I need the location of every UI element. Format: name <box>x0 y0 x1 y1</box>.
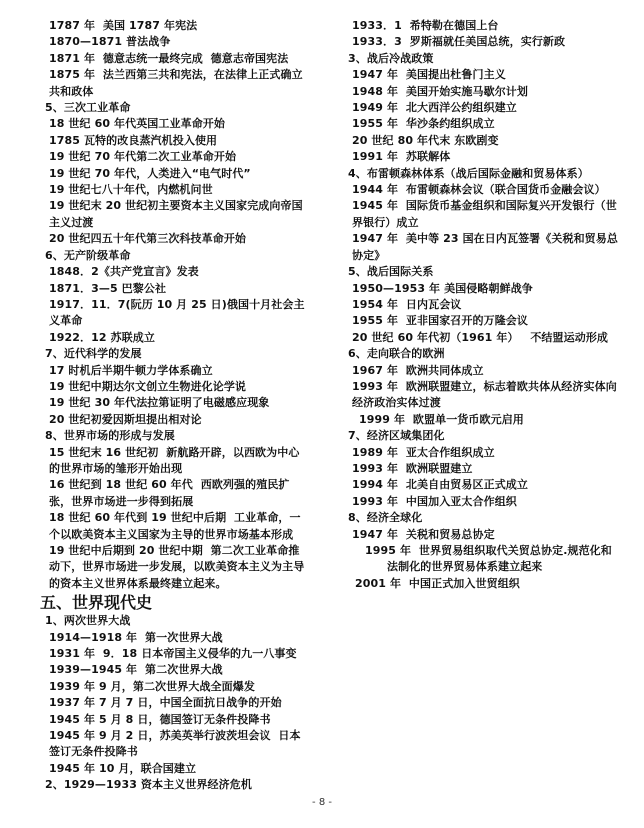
timeline-entry: 15 世纪末 16 世纪初 新航路开辟，以西欧为中心的世界市场的雏形开始出现 <box>49 445 300 475</box>
subsection-heading: 6、走向联合的欧洲 <box>348 347 445 361</box>
timeline-entry: 1947 年 美国提出杜鲁门主义 <box>352 68 506 82</box>
timeline-entry: 1991 年 苏联解体 <box>352 150 451 164</box>
timeline-entry: 19 世纪七八十年代，内燃机问世 <box>49 183 213 197</box>
timeline-entry: 19 世纪中后期到 20 世纪中期 第二次工业革命推动下，世界市场进一步发展，以欧美资本主义为主导的资本主义世界体系最终建立起来。 <box>49 544 305 590</box>
timeline-entry: 1933．3 罗斯福就任美国总统，实行新政 <box>352 35 566 49</box>
timeline-entry: 1993 年 欧洲联盟建立 <box>352 461 473 475</box>
timeline-entry: 2001 年 中国正式加入世贸组织 <box>355 576 520 590</box>
timeline-entry: 19 世纪 30 年代法拉第证明了电磁感应现象 <box>49 396 270 410</box>
timeline-entry: 19 世纪 70 年代第二次工业革命开始 <box>49 150 237 164</box>
right-column <box>343 18 621 592</box>
timeline-entry: 1914—1918 年 第一次世界大战 <box>49 630 223 644</box>
timeline-entry: 18 世纪 60 年代到 19 世纪中后期 工业革命，一个以欧美资本主义国家为主导的世界市场基本形成 <box>49 511 301 541</box>
subsection-heading: 1、两次世界大战 <box>45 614 131 628</box>
timeline-entry: 17 时机后半期牛顿力学体系确立 <box>49 363 213 377</box>
timeline-entry: 1937 年 7 月 7 日，中国全面抗日战争的开始 <box>49 696 282 710</box>
timeline-entry: 1933．1 希特勒在德国上台 <box>352 19 499 32</box>
timeline-entry: 1950—1953 年 美国侵略朝鲜战争 <box>352 281 533 295</box>
timeline-entry: 20 世纪初爱因斯坦提出相对论 <box>49 412 202 426</box>
timeline-entry: 1945 年 10 月，联合国建立 <box>49 761 197 775</box>
timeline-entry: 1939—1945 年 第二次世界大战 <box>49 663 223 677</box>
timeline-entry: 1945 年 国际货币基金组织和国际复兴开发银行（世界银行）成立 <box>352 199 617 229</box>
section-heading: 五、世界现代史 <box>40 593 153 613</box>
timeline-entry: 1947 年 美中等 23 国在日内瓦签署《关税和贸易总协定》 <box>352 232 618 262</box>
timeline-entry: 1944 年 布雷顿森林会议（联合国货币金融会议） <box>352 183 606 197</box>
timeline-entry: 1955 年 亚非国家召开的万隆会议 <box>352 314 529 328</box>
subsection-heading: 2、1929—1933 资本主义世界经济危机 <box>45 778 252 792</box>
timeline-entry: 1917．11．7(阮历 10 月 25 日)俄国十月社会主义革命 <box>49 297 305 328</box>
subsection-heading: 7、近代科学的发展 <box>45 347 142 361</box>
subsection-heading: 5、战后国际关系 <box>348 265 434 279</box>
timeline-entry: 1947 年 关税和贸易总协定 <box>352 527 495 541</box>
timeline-entry: 19 世纪末 20 世纪初主要资本主义国家完成向帝国主义过渡 <box>49 199 303 229</box>
timeline-entry: 1994 年 北美自由贸易区正式成立 <box>352 478 529 492</box>
timeline-entry: 1989 年 亚太合作组织成立 <box>352 445 495 459</box>
subsection-heading: 6、无产阶级革命 <box>45 248 131 262</box>
subsection-heading: 7、经济区域集团化 <box>348 429 445 443</box>
timeline-entry: 1955 年 华沙条约组织成立 <box>352 117 495 131</box>
timeline-entry: 1939 年 9 月，第二次世界大战全面爆发 <box>49 679 255 693</box>
timeline-entry: 1945 年 9 月 2 日，苏美英举行波茨坦会议 日本签订无条件投降书 <box>49 729 301 759</box>
timeline-entry: 1945 年 5 月 8 日，德国签订无条件投降书 <box>49 712 271 726</box>
subsection-heading: 8、世界市场的形成与发展 <box>45 429 175 443</box>
timeline-entry: 16 世纪到 18 世纪 60 年代 西欧列强的殖民扩张，世界市场进一步得到拓展 <box>49 478 290 508</box>
timeline-entry: 1871 年 德意志统一最终完成 德意志帝国宪法 <box>49 51 289 65</box>
timeline-entry: 19 世纪 70 年代，人类进入“电气时代” <box>49 166 251 180</box>
timeline-entry: 1875 年 法兰西第三共和宪法，在法律上正式确立共和政体 <box>49 68 303 98</box>
timeline-entry: 20 世纪 60 年代初（1961 年） 不结盟运动形成 <box>352 330 609 344</box>
subsection-heading: 3、战后冷战政策 <box>348 51 434 65</box>
timeline-entry: 1948 年 美国开始实施马歇尔计划 <box>352 84 529 98</box>
timeline-entry: 1787 年 美国 1787 年宪法 <box>49 19 198 32</box>
subsection-heading: 4、布雷顿森林体系（战后国际金融和贸易体系） <box>348 166 589 180</box>
timeline-entry: 18 世纪 60 年代英国工业革命开始 <box>49 117 226 131</box>
timeline-entry: 20 世纪 80 年代末 东欧剧变 <box>352 133 499 147</box>
subsection-heading: 5、三次工业革命 <box>45 101 131 115</box>
timeline-entry: 1993 年 欧洲联盟建立，标志着欧共体从经济实体向经济政治实体过渡 <box>352 379 617 410</box>
timeline-entry: 1870—1871 普法战争 <box>49 35 171 49</box>
left-column <box>40 18 308 794</box>
timeline-entry: 1954 年 日内瓦会议 <box>352 297 462 311</box>
timeline-entry: 1871．3—5 巴黎公社 <box>49 281 167 295</box>
timeline-entry: 1993 年 中国加入亚太合作组织 <box>352 494 517 508</box>
subsection-heading: 8、经济全球化 <box>348 511 423 525</box>
timeline-entry: 1949 年 北大西洋公约组织建立 <box>352 101 517 115</box>
timeline-entry: 1785 瓦特的改良蒸汽机投入使用 <box>49 133 218 147</box>
timeline-entry: 1967 年 欧洲共同体成立 <box>352 363 484 377</box>
timeline-entry: 20 世纪四五十年代第三次科技革命开始 <box>49 232 247 246</box>
timeline-entry: 19 世纪中期达尔文创立生物进化论学说 <box>49 379 247 393</box>
page-number: - 8 - <box>312 797 332 808</box>
timeline-entry: 1931 年 9．18 日本帝国主义侵华的九一八事变 <box>49 647 297 661</box>
timeline-entry: 1999 年 欧盟单一货币欧元启用 <box>359 412 524 426</box>
timeline-entry: 1848．2《共产党宣言》发表 <box>49 265 199 279</box>
timeline-entry: 1922．12 苏联成立 <box>49 330 155 344</box>
timeline-entry: 1995 年 世界贸易组织取代关贸总协定.规范化和法制化的世界贸易体系建立起来 <box>365 544 612 574</box>
